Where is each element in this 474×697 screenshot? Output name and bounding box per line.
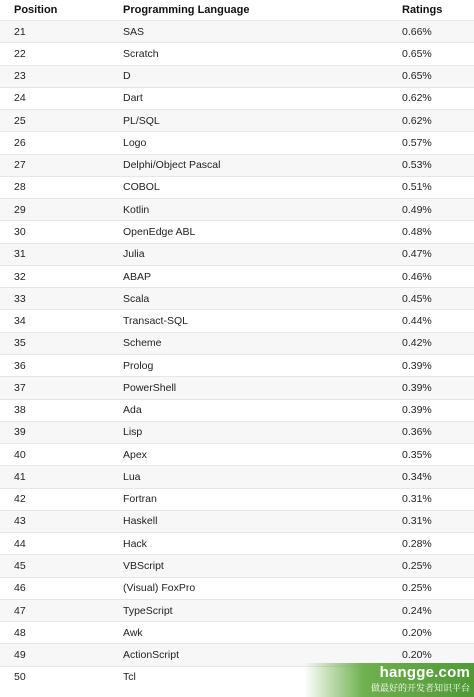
cell-rating: 0.57% xyxy=(402,136,432,149)
cell-position: 38 xyxy=(14,404,26,417)
table-row xyxy=(0,376,474,398)
cell-language: Tcl xyxy=(123,671,136,684)
cell-language: (Visual) FoxPro xyxy=(123,582,196,595)
cell-rating: 0.34% xyxy=(402,470,432,483)
header-language: Programming Language xyxy=(123,4,250,16)
cell-position: 36 xyxy=(14,359,26,372)
cell-rating: 0.39% xyxy=(402,381,432,394)
cell-position: 27 xyxy=(14,159,26,172)
cell-rating: 0.45% xyxy=(402,292,432,305)
cell-rating: 0.35% xyxy=(402,448,432,461)
cell-position: 43 xyxy=(14,515,26,528)
watermark-brand: hangge.com xyxy=(379,664,470,681)
table-row xyxy=(0,287,474,309)
cell-language: Scala xyxy=(123,292,150,305)
cell-position: 40 xyxy=(14,448,26,461)
cell-position: 49 xyxy=(14,649,26,662)
cell-rating: 0.47% xyxy=(402,248,432,261)
table-header xyxy=(0,0,474,20)
table-row xyxy=(0,42,474,64)
table-row xyxy=(0,354,474,376)
cell-language: Lisp xyxy=(123,426,143,439)
cell-position: 30 xyxy=(14,226,26,239)
cell-position: 45 xyxy=(14,560,26,572)
table-row xyxy=(0,421,474,443)
cell-rating: 0.25% xyxy=(402,560,432,572)
table-row xyxy=(0,577,474,599)
table-row xyxy=(0,109,474,131)
cell-rating: 0.31% xyxy=(402,493,432,506)
table-row xyxy=(0,465,474,487)
table-row xyxy=(0,243,474,265)
cell-rating: 0.28% xyxy=(402,537,432,550)
cell-language: Prolog xyxy=(123,359,154,372)
cell-rating: 0.39% xyxy=(402,404,432,417)
cell-rating: 0.20% xyxy=(402,626,432,639)
cell-language: COBOL xyxy=(123,181,160,194)
cell-rating: 0.31% xyxy=(402,515,432,528)
table-row xyxy=(0,510,474,532)
cell-language: Transact-SQL xyxy=(123,315,188,328)
site-watermark xyxy=(304,663,474,697)
cell-language: ABAP xyxy=(123,270,152,283)
cell-rating: 0.62% xyxy=(402,114,432,127)
cell-position: 31 xyxy=(14,248,26,261)
cell-language: Delphi/Object Pascal xyxy=(123,159,221,172)
header-position: Position xyxy=(14,4,58,16)
cell-rating: 0.66% xyxy=(402,25,432,38)
cell-language: Hack xyxy=(123,537,147,550)
cell-position: 32 xyxy=(14,270,26,283)
cell-position: 23 xyxy=(14,70,26,83)
cell-language: OpenEdge ABL xyxy=(123,226,196,239)
watermark-subtitle: 做最好的开发者知识平台 xyxy=(370,683,470,693)
cell-rating: 0.51% xyxy=(402,181,432,194)
cell-language: Fortran xyxy=(123,493,157,506)
table-row xyxy=(0,154,474,176)
cell-language: Scratch xyxy=(123,47,159,60)
cell-rating: 0.65% xyxy=(402,70,432,83)
table-row xyxy=(0,176,474,198)
cell-position: 33 xyxy=(14,292,26,305)
cell-language: VBScript xyxy=(123,560,164,572)
cell-language: ActionScript xyxy=(123,649,180,662)
table-row xyxy=(0,532,474,554)
table-row xyxy=(0,399,474,421)
cell-rating: 0.24% xyxy=(402,604,432,617)
cell-position: 25 xyxy=(14,114,26,127)
cell-rating: 0.53% xyxy=(402,159,432,172)
table-row xyxy=(0,554,474,576)
cell-language: Julia xyxy=(123,248,145,261)
cell-position: 50 xyxy=(14,671,26,684)
cell-language: SAS xyxy=(123,25,145,38)
header-ratings: Ratings xyxy=(402,4,443,16)
cell-position: 29 xyxy=(14,203,26,216)
cell-position: 22 xyxy=(14,47,26,60)
cell-language: Haskell xyxy=(123,515,158,528)
cell-language: D xyxy=(123,70,131,83)
cell-rating: 0.48% xyxy=(402,226,432,239)
cell-position: 41 xyxy=(14,470,26,483)
cell-position: 26 xyxy=(14,136,26,149)
cell-rating: 0.20% xyxy=(402,649,432,662)
cell-position: 34 xyxy=(14,315,26,328)
cell-position: 28 xyxy=(14,181,26,194)
table-row xyxy=(0,309,474,331)
cell-position: 46 xyxy=(14,582,26,595)
cell-language: Apex xyxy=(123,448,147,461)
cell-rating: 0.49% xyxy=(402,203,432,216)
cell-language: Kotlin xyxy=(123,203,150,216)
table-row xyxy=(0,65,474,87)
cell-language: Ada xyxy=(123,404,142,417)
cell-rating: 0.42% xyxy=(402,337,432,350)
table-row xyxy=(0,20,474,42)
cell-language: Dart xyxy=(123,92,143,105)
table-row xyxy=(0,443,474,465)
cell-rating: 0.65% xyxy=(402,47,432,60)
cell-language: Logo xyxy=(123,136,147,149)
cell-rating: 0.39% xyxy=(402,359,432,372)
cell-position: 44 xyxy=(14,537,26,550)
cell-position: 48 xyxy=(14,626,26,639)
table-row xyxy=(0,198,474,220)
cell-rating: 0.62% xyxy=(402,92,432,105)
table-row xyxy=(0,265,474,287)
cell-language: TypeScript xyxy=(123,604,173,617)
table-row xyxy=(0,599,474,621)
cell-rating: 0.44% xyxy=(402,315,432,328)
table-row xyxy=(0,87,474,109)
table-body xyxy=(0,20,474,688)
cell-position: 24 xyxy=(14,92,26,105)
cell-position: 21 xyxy=(14,25,26,38)
cell-rating: 0.36% xyxy=(402,426,432,439)
cell-position: 37 xyxy=(14,381,26,394)
cell-position: 47 xyxy=(14,604,26,617)
table-row xyxy=(0,488,474,510)
table-row xyxy=(0,621,474,643)
cell-language: Awk xyxy=(123,626,143,639)
cell-position: 42 xyxy=(14,493,26,506)
cell-position: 35 xyxy=(14,337,26,350)
cell-position: 39 xyxy=(14,426,26,439)
cell-language: Scheme xyxy=(123,337,162,350)
cell-language: PowerShell xyxy=(123,381,177,394)
table-row xyxy=(0,131,474,153)
cell-rating: 0.46% xyxy=(402,270,432,283)
table-row xyxy=(0,220,474,242)
cell-language: Lua xyxy=(123,470,141,483)
cell-language: PL/SQL xyxy=(123,114,160,127)
table-row xyxy=(0,332,474,354)
cell-rating: 0.25% xyxy=(402,582,432,595)
